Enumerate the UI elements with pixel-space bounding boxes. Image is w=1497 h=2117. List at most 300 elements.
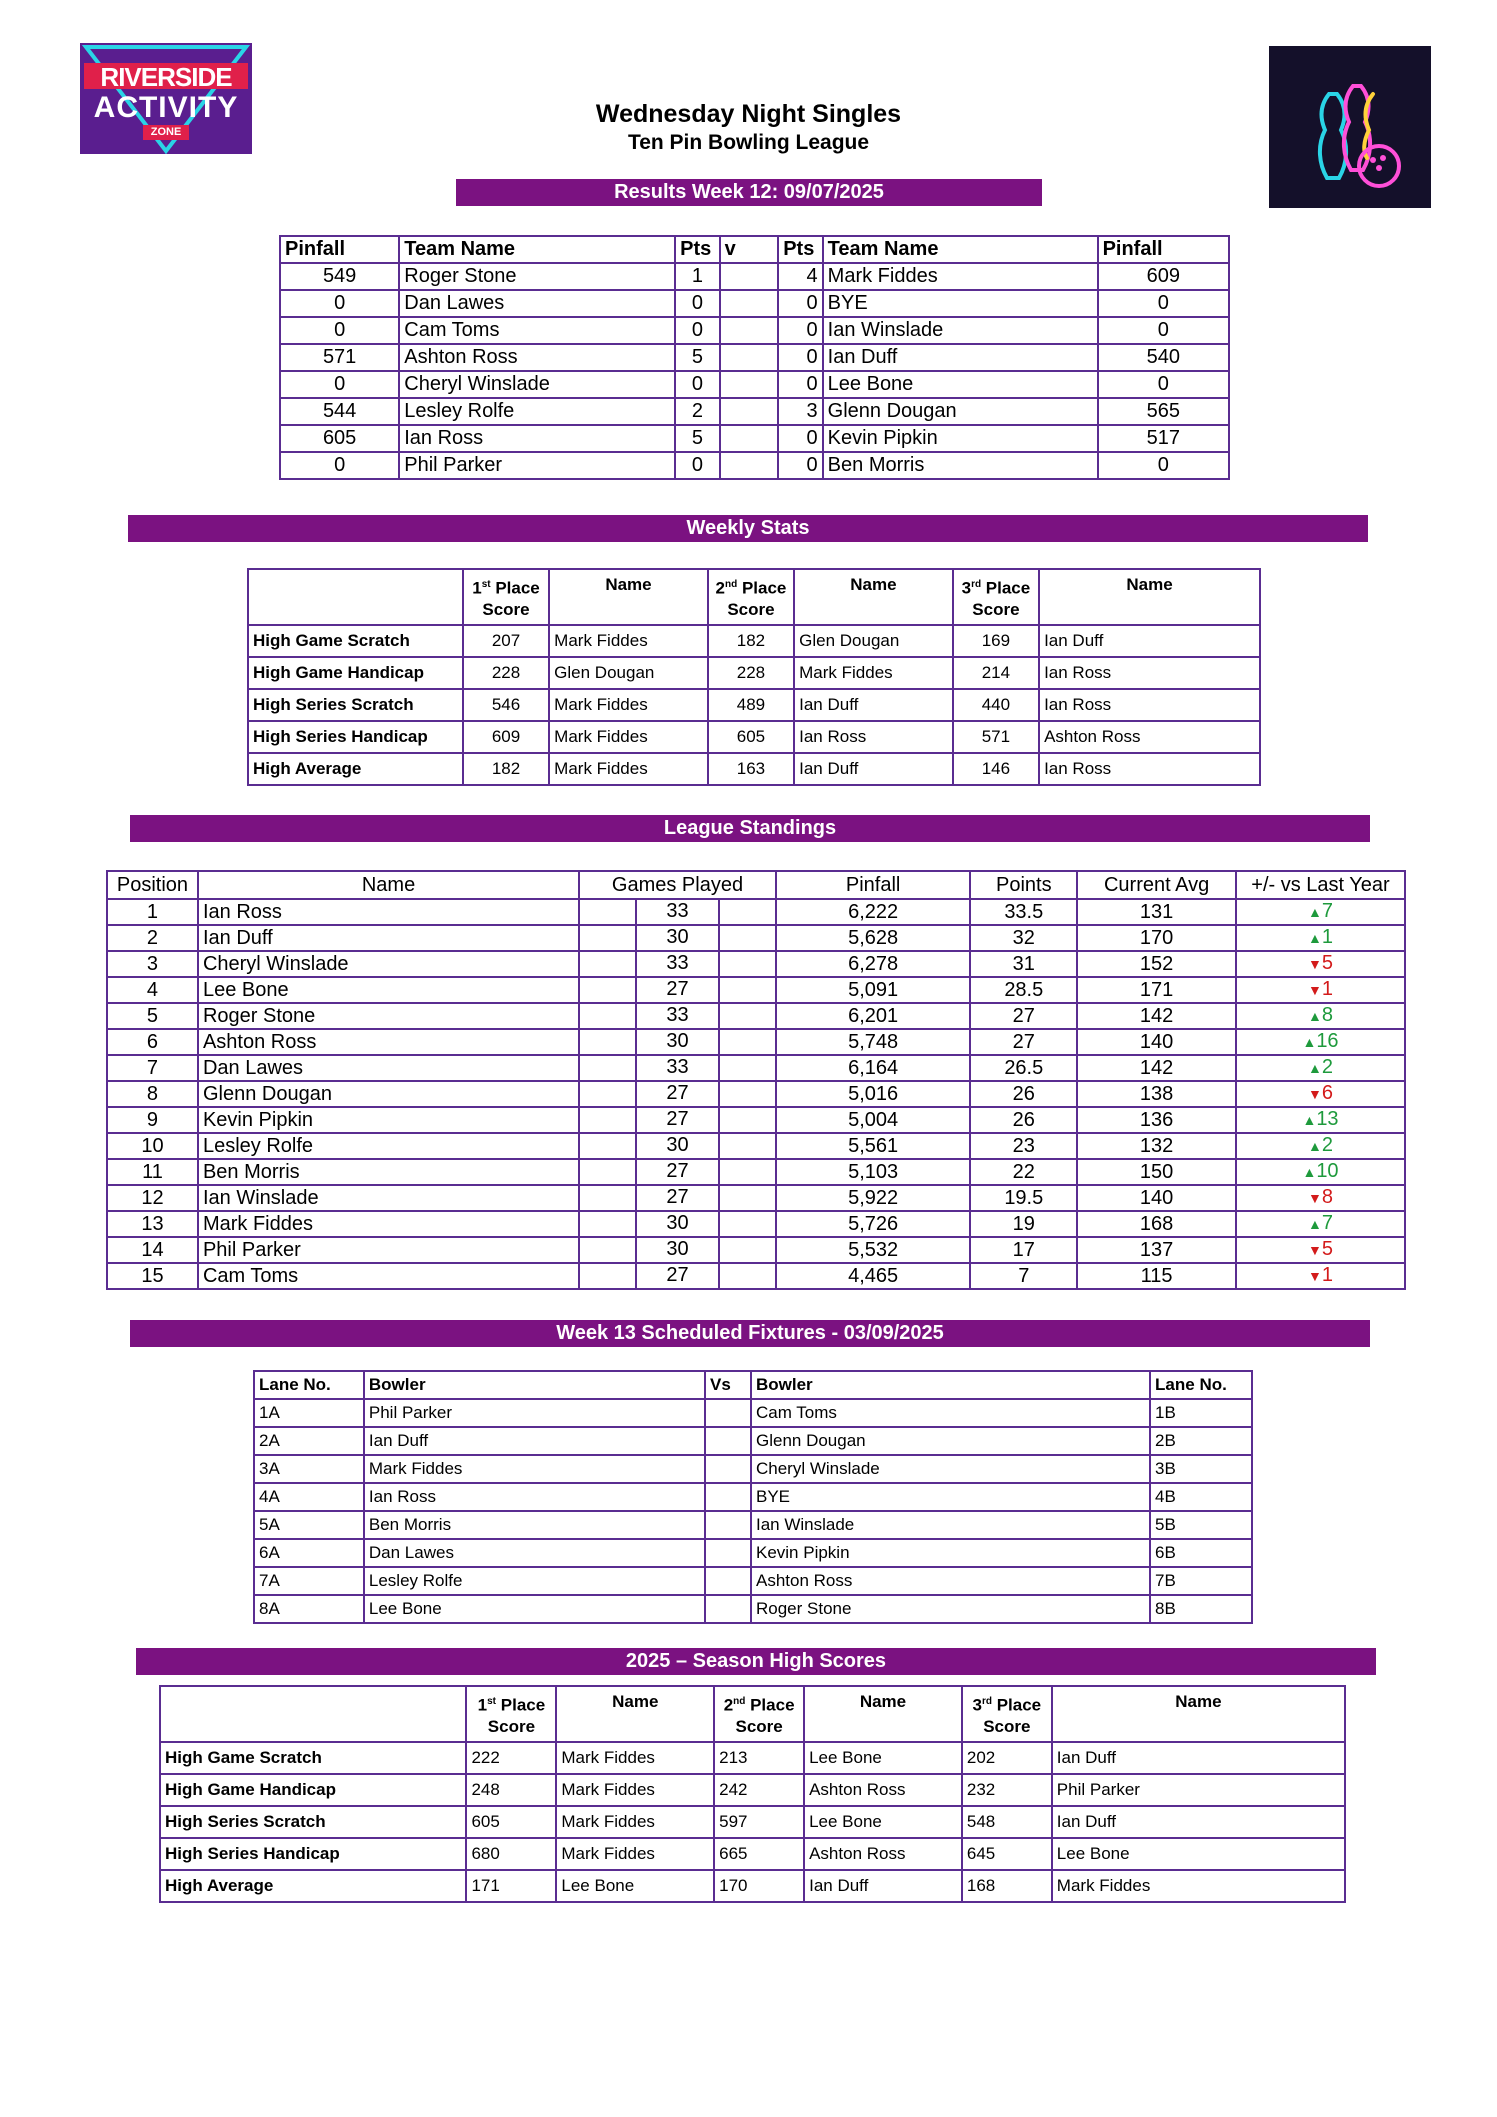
games-played-cell — [579, 1029, 776, 1055]
stat-label: High Series Scratch — [160, 1806, 466, 1838]
season-high-table — [159, 1685, 1346, 1903]
position-cell: 10 — [107, 1133, 198, 1159]
position-cell: 7 — [107, 1055, 198, 1081]
avg-cell: 132 — [1077, 1133, 1236, 1159]
team-name-cell: Ben Morris — [823, 452, 1098, 479]
results-row — [280, 263, 1229, 290]
standings-row — [107, 1081, 1405, 1107]
stat-label: High Game Scratch — [160, 1742, 466, 1774]
stat-row — [160, 1870, 1345, 1902]
bowler-cell: Glenn Dougan — [751, 1427, 1150, 1455]
header-first-place: 1st Place Score — [463, 569, 549, 625]
bowler-cell: Ian Winslade — [751, 1511, 1150, 1539]
header-v: v — [720, 236, 779, 263]
change-cell — [1236, 1055, 1405, 1081]
change-value: 1 — [1321, 978, 1333, 1000]
second-name: Ian Duff — [794, 753, 953, 785]
weekly-stats-table — [247, 568, 1261, 786]
change-cell — [1236, 899, 1405, 925]
second-name: Ian Duff — [794, 689, 953, 721]
header-name: Name — [556, 1686, 714, 1742]
change-cell — [1236, 977, 1405, 1003]
pts-cell: 0 — [675, 371, 719, 398]
page-title: Wednesday Night Singles — [595, 100, 902, 128]
pinfall-cell: 517 — [1098, 425, 1229, 452]
points-cell: 32 — [970, 925, 1077, 951]
third-name: Ian Duff — [1052, 1742, 1345, 1774]
change-value: 2 — [1321, 1056, 1333, 1078]
header-pinfall: Pinfall — [280, 236, 399, 263]
results-row — [280, 371, 1229, 398]
first-name: Mark Fiddes — [549, 753, 708, 785]
vs-cell — [720, 317, 779, 344]
arrow-down-icon: ▼ — [1308, 1268, 1322, 1284]
bowler-cell: Mark Fiddes — [364, 1455, 705, 1483]
season-header-row — [160, 1686, 1345, 1742]
points-cell: 7 — [970, 1263, 1077, 1289]
pinfall-cell: 5,726 — [776, 1211, 971, 1237]
pinfall-cell: 540 — [1098, 344, 1229, 371]
header-third-place: 3rd Place Score — [953, 569, 1039, 625]
results-header-row — [280, 236, 1229, 263]
arrow-up-icon: ▲ — [1308, 1060, 1322, 1076]
games-played-value: 27 — [635, 1186, 720, 1210]
games-played-cell — [579, 1003, 776, 1029]
header-name: Name — [804, 1686, 962, 1742]
change-value: 5 — [1321, 952, 1333, 974]
first-score: 171 — [466, 1870, 556, 1902]
results-table — [279, 235, 1230, 480]
first-name: Mark Fiddes — [549, 625, 708, 657]
points-cell: 27 — [970, 1029, 1077, 1055]
header-blank — [248, 569, 463, 625]
pinfall-cell: 571 — [280, 344, 399, 371]
points-cell: 17 — [970, 1237, 1077, 1263]
bowler-cell: Ben Morris — [364, 1511, 705, 1539]
pinfall-cell: 0 — [1098, 317, 1229, 344]
bowler-cell: Cheryl Winslade — [751, 1455, 1150, 1483]
header-name: Name — [1039, 569, 1260, 625]
avg-cell: 138 — [1077, 1081, 1236, 1107]
first-score: 207 — [463, 625, 549, 657]
change-cell — [1236, 1029, 1405, 1055]
points-cell: 31 — [970, 951, 1077, 977]
stat-label: High Game Scratch — [248, 625, 463, 657]
name-cell: Kevin Pipkin — [198, 1107, 579, 1133]
header-pinfall: Pinfall — [1098, 236, 1229, 263]
team-name-cell: Cheryl Winslade — [399, 371, 675, 398]
vs-cell — [705, 1595, 751, 1623]
first-name: Mark Fiddes — [556, 1774, 714, 1806]
second-name: Lee Bone — [804, 1806, 962, 1838]
standings-row — [107, 925, 1405, 951]
first-score: 222 — [466, 1742, 556, 1774]
name-cell: Lee Bone — [198, 977, 579, 1003]
vs-cell — [720, 425, 779, 452]
standings-row — [107, 951, 1405, 977]
pinfall-cell: 544 — [280, 398, 399, 425]
position-cell: 15 — [107, 1263, 198, 1289]
first-score: 248 — [466, 1774, 556, 1806]
second-score: 665 — [714, 1838, 804, 1870]
avg-cell: 171 — [1077, 977, 1236, 1003]
standings-header-row — [107, 871, 1405, 899]
header-vs: Vs — [705, 1371, 751, 1399]
arrow-down-icon: ▼ — [1308, 982, 1322, 998]
avg-cell: 168 — [1077, 1211, 1236, 1237]
fixture-row — [254, 1427, 1252, 1455]
lane-cell: 8A — [254, 1595, 364, 1623]
stat-label: High Series Handicap — [248, 721, 463, 753]
vs-cell — [720, 290, 779, 317]
third-score: 571 — [953, 721, 1039, 753]
name-cell: Lesley Rolfe — [198, 1133, 579, 1159]
position-cell: 14 — [107, 1237, 198, 1263]
pts-cell: 0 — [778, 344, 822, 371]
avg-cell: 115 — [1077, 1263, 1236, 1289]
team-name-cell: Lee Bone — [823, 371, 1098, 398]
change-cell — [1236, 1211, 1405, 1237]
pinfall-cell: 0 — [1098, 290, 1229, 317]
position-cell: 4 — [107, 977, 198, 1003]
second-name: Lee Bone — [804, 1742, 962, 1774]
games-played-cell — [579, 925, 776, 951]
position-cell: 9 — [107, 1107, 198, 1133]
bowler-cell: Dan Lawes — [364, 1539, 705, 1567]
pts-cell: 0 — [675, 290, 719, 317]
stat-row — [160, 1774, 1345, 1806]
pinfall-cell: 0 — [280, 371, 399, 398]
avg-cell: 170 — [1077, 925, 1236, 951]
season-high-banner: 2025 – Season High Scores — [136, 1648, 1376, 1675]
first-name: Glen Dougan — [549, 657, 708, 689]
second-name: Ian Duff — [804, 1870, 962, 1902]
header-pts: Pts — [778, 236, 822, 263]
arrow-up-icon: ▲ — [1308, 1216, 1322, 1232]
pinfall-cell: 4,465 — [776, 1263, 971, 1289]
lane-cell: 4A — [254, 1483, 364, 1511]
arrow-up-icon: ▲ — [1302, 1112, 1317, 1128]
bowler-cell: Lesley Rolfe — [364, 1567, 705, 1595]
games-played-cell — [579, 1081, 776, 1107]
position-cell: 6 — [107, 1029, 198, 1055]
stat-row — [160, 1838, 1345, 1870]
games-played-value: 30 — [635, 926, 720, 950]
name-cell: Roger Stone — [198, 1003, 579, 1029]
pts-cell: 0 — [778, 452, 822, 479]
vs-cell — [720, 452, 779, 479]
change-value: 8 — [1321, 1004, 1333, 1026]
first-score: 182 — [463, 753, 549, 785]
third-name: Ashton Ross — [1039, 721, 1260, 753]
lane-cell: 7A — [254, 1567, 364, 1595]
change-cell — [1236, 925, 1405, 951]
third-score: 645 — [962, 1838, 1052, 1870]
games-played-value: 30 — [635, 1238, 720, 1262]
change-cell — [1236, 1107, 1405, 1133]
standings-row — [107, 1003, 1405, 1029]
bowler-cell: Cam Toms — [751, 1399, 1150, 1427]
position-cell: 3 — [107, 951, 198, 977]
standings-row — [107, 1263, 1405, 1289]
header-third-place: 3rd Place Score — [962, 1686, 1052, 1742]
third-score: 440 — [953, 689, 1039, 721]
arrow-down-icon: ▼ — [1308, 1190, 1322, 1206]
second-score: 163 — [708, 753, 794, 785]
team-name-cell: Mark Fiddes — [823, 263, 1098, 290]
header-bowler: Bowler — [751, 1371, 1150, 1399]
games-played-value: 27 — [635, 1160, 720, 1184]
vs-cell — [705, 1511, 751, 1539]
change-value: 10 — [1316, 1160, 1339, 1182]
stat-label: High Average — [160, 1870, 466, 1902]
games-played-cell — [579, 1237, 776, 1263]
stat-row — [160, 1742, 1345, 1774]
standings-row — [107, 977, 1405, 1003]
stat-row — [248, 689, 1260, 721]
position-cell: 13 — [107, 1211, 198, 1237]
arrow-down-icon: ▼ — [1308, 956, 1322, 972]
games-played-cell — [579, 1159, 776, 1185]
third-name: Phil Parker — [1052, 1774, 1345, 1806]
second-score: 242 — [714, 1774, 804, 1806]
pinfall-cell: 5,532 — [776, 1237, 971, 1263]
change-value: 7 — [1321, 1212, 1333, 1234]
arrow-down-icon: ▼ — [1308, 1086, 1322, 1102]
second-name: Ian Ross — [794, 721, 953, 753]
change-value: 7 — [1321, 900, 1333, 922]
pts-cell: 3 — [778, 398, 822, 425]
games-played-value: 30 — [635, 1030, 720, 1054]
logo-line2: ACTIVITY — [93, 91, 239, 124]
second-score: 605 — [708, 721, 794, 753]
pts-cell: 0 — [675, 452, 719, 479]
games-played-value: 27 — [635, 978, 720, 1002]
standings-row — [107, 1185, 1405, 1211]
avg-cell: 152 — [1077, 951, 1236, 977]
third-score: 548 — [962, 1806, 1052, 1838]
header-games-played: Games Played — [579, 871, 776, 899]
team-name-cell: Dan Lawes — [399, 290, 675, 317]
standings-row — [107, 1133, 1405, 1159]
position-cell: 8 — [107, 1081, 198, 1107]
third-score: 214 — [953, 657, 1039, 689]
stat-label: High Series Handicap — [160, 1838, 466, 1870]
header-team-name: Team Name — [399, 236, 675, 263]
games-played-cell — [579, 1185, 776, 1211]
vs-cell — [705, 1455, 751, 1483]
games-played-cell — [579, 899, 776, 925]
header-pts: Pts — [675, 236, 719, 263]
name-cell: Ian Winslade — [198, 1185, 579, 1211]
fixture-row — [254, 1455, 1252, 1483]
standings-banner: League Standings — [130, 815, 1370, 842]
third-score: 169 — [953, 625, 1039, 657]
lane-cell: 1B — [1150, 1399, 1252, 1427]
fixture-row — [254, 1511, 1252, 1539]
standings-row — [107, 1211, 1405, 1237]
team-name-cell: Roger Stone — [399, 263, 675, 290]
points-cell: 27 — [970, 1003, 1077, 1029]
lane-cell: 3A — [254, 1455, 364, 1483]
first-score: 680 — [466, 1838, 556, 1870]
logo-line3: ZONE — [143, 125, 189, 140]
first-score: 546 — [463, 689, 549, 721]
team-name-cell: Kevin Pipkin — [823, 425, 1098, 452]
position-cell: 12 — [107, 1185, 198, 1211]
games-played-cell — [579, 977, 776, 1003]
header-lane: Lane No. — [1150, 1371, 1252, 1399]
header-bowler: Bowler — [364, 1371, 705, 1399]
header-second-place: 2nd Place Score — [714, 1686, 804, 1742]
avg-cell: 142 — [1077, 1003, 1236, 1029]
avg-cell: 137 — [1077, 1237, 1236, 1263]
third-name: Ian Ross — [1039, 689, 1260, 721]
second-name: Glen Dougan — [794, 625, 953, 657]
arrow-up-icon: ▲ — [1308, 904, 1322, 920]
name-cell: Ian Ross — [198, 899, 579, 925]
avg-cell: 136 — [1077, 1107, 1236, 1133]
team-name-cell: Ian Winslade — [823, 317, 1098, 344]
pts-cell: 5 — [675, 344, 719, 371]
points-cell: 22 — [970, 1159, 1077, 1185]
stat-label: High Game Handicap — [248, 657, 463, 689]
first-name: Mark Fiddes — [556, 1806, 714, 1838]
points-cell: 19 — [970, 1211, 1077, 1237]
results-row — [280, 344, 1229, 371]
team-name-cell: Ashton Ross — [399, 344, 675, 371]
games-played-cell — [579, 1211, 776, 1237]
fixture-row — [254, 1539, 1252, 1567]
header-current-avg: Current Avg — [1077, 871, 1236, 899]
standings-row — [107, 899, 1405, 925]
pinfall-cell: 5,748 — [776, 1029, 971, 1055]
change-value: 5 — [1321, 1238, 1333, 1260]
bowler-cell: BYE — [751, 1483, 1150, 1511]
pinfall-cell: 0 — [280, 317, 399, 344]
header-vs-last-year: +/- vs Last Year — [1236, 871, 1405, 899]
change-cell — [1236, 1081, 1405, 1107]
fixtures-table — [253, 1370, 1253, 1624]
team-name-cell: Ian Duff — [823, 344, 1098, 371]
pts-cell: 1 — [675, 263, 719, 290]
third-score: 232 — [962, 1774, 1052, 1806]
header-name: Name — [1052, 1686, 1345, 1742]
change-value: 8 — [1321, 1186, 1333, 1208]
standings-row — [107, 1029, 1405, 1055]
weekly-header-row — [248, 569, 1260, 625]
change-cell — [1236, 1133, 1405, 1159]
fixture-row — [254, 1483, 1252, 1511]
stat-label: High Game Handicap — [160, 1774, 466, 1806]
arrow-up-icon: ▲ — [1308, 1138, 1322, 1154]
points-cell: 33.5 — [970, 899, 1077, 925]
pinfall-cell: 0 — [280, 452, 399, 479]
results-row — [280, 398, 1229, 425]
team-name-cell: BYE — [823, 290, 1098, 317]
lane-cell: 5A — [254, 1511, 364, 1539]
pinfall-cell: 609 — [1098, 263, 1229, 290]
avg-cell: 150 — [1077, 1159, 1236, 1185]
second-name: Ashton Ross — [804, 1774, 962, 1806]
games-played-value: 33 — [635, 952, 720, 976]
name-cell: Ben Morris — [198, 1159, 579, 1185]
position-cell: 11 — [107, 1159, 198, 1185]
standings-table — [106, 870, 1406, 1290]
pinfall-cell: 0 — [1098, 452, 1229, 479]
lane-cell: 8B — [1150, 1595, 1252, 1623]
weekly-stats-banner: Weekly Stats — [128, 515, 1368, 542]
stat-label: High Series Scratch — [248, 689, 463, 721]
second-name: Ashton Ross — [804, 1838, 962, 1870]
header-lane: Lane No. — [254, 1371, 364, 1399]
third-name: Ian Ross — [1039, 657, 1260, 689]
team-name-cell: Glenn Dougan — [823, 398, 1098, 425]
name-cell: Ian Duff — [198, 925, 579, 951]
bowler-cell: Phil Parker — [364, 1399, 705, 1427]
avg-cell: 142 — [1077, 1055, 1236, 1081]
vs-cell — [720, 371, 779, 398]
second-score: 213 — [714, 1742, 804, 1774]
bowler-cell: Ashton Ross — [751, 1567, 1150, 1595]
pinfall-cell: 565 — [1098, 398, 1229, 425]
stat-row — [160, 1806, 1345, 1838]
fixture-row — [254, 1567, 1252, 1595]
change-value: 2 — [1321, 1134, 1333, 1156]
header-second-place: 2nd Place Score — [708, 569, 794, 625]
pts-cell: 0 — [778, 317, 822, 344]
games-played-value: 30 — [635, 1212, 720, 1236]
header-first-place: 1st Place Score — [466, 1686, 556, 1742]
lane-cell: 1A — [254, 1399, 364, 1427]
results-row — [280, 290, 1229, 317]
pts-cell: 0 — [778, 371, 822, 398]
pinfall-cell: 5,016 — [776, 1081, 971, 1107]
arrow-up-icon: ▲ — [1308, 930, 1322, 946]
pinfall-cell: 5,922 — [776, 1185, 971, 1211]
lane-cell: 2B — [1150, 1427, 1252, 1455]
team-name-cell: Phil Parker — [399, 452, 675, 479]
first-name: Mark Fiddes — [549, 689, 708, 721]
first-name: Mark Fiddes — [549, 721, 708, 753]
points-cell: 28.5 — [970, 977, 1077, 1003]
fixture-row — [254, 1399, 1252, 1427]
stat-row — [248, 657, 1260, 689]
second-score: 228 — [708, 657, 794, 689]
games-played-cell — [579, 1055, 776, 1081]
bowler-cell: Ian Duff — [364, 1427, 705, 1455]
first-score: 605 — [466, 1806, 556, 1838]
pts-cell: 4 — [778, 263, 822, 290]
first-score: 228 — [463, 657, 549, 689]
third-name: Ian Duff — [1052, 1806, 1345, 1838]
vs-cell — [720, 263, 779, 290]
first-name: Mark Fiddes — [556, 1838, 714, 1870]
vs-cell — [705, 1427, 751, 1455]
pinfall-cell: 5,561 — [776, 1133, 971, 1159]
games-played-cell — [579, 1107, 776, 1133]
vs-cell — [720, 344, 779, 371]
games-played-value: 27 — [635, 1082, 720, 1106]
change-value: 16 — [1316, 1030, 1339, 1052]
pinfall-cell: 0 — [280, 290, 399, 317]
pinfall-cell: 5,103 — [776, 1159, 971, 1185]
pts-cell: 0 — [675, 317, 719, 344]
change-cell — [1236, 1263, 1405, 1289]
second-score: 170 — [714, 1870, 804, 1902]
first-name: Lee Bone — [556, 1870, 714, 1902]
pinfall-cell: 5,091 — [776, 977, 971, 1003]
